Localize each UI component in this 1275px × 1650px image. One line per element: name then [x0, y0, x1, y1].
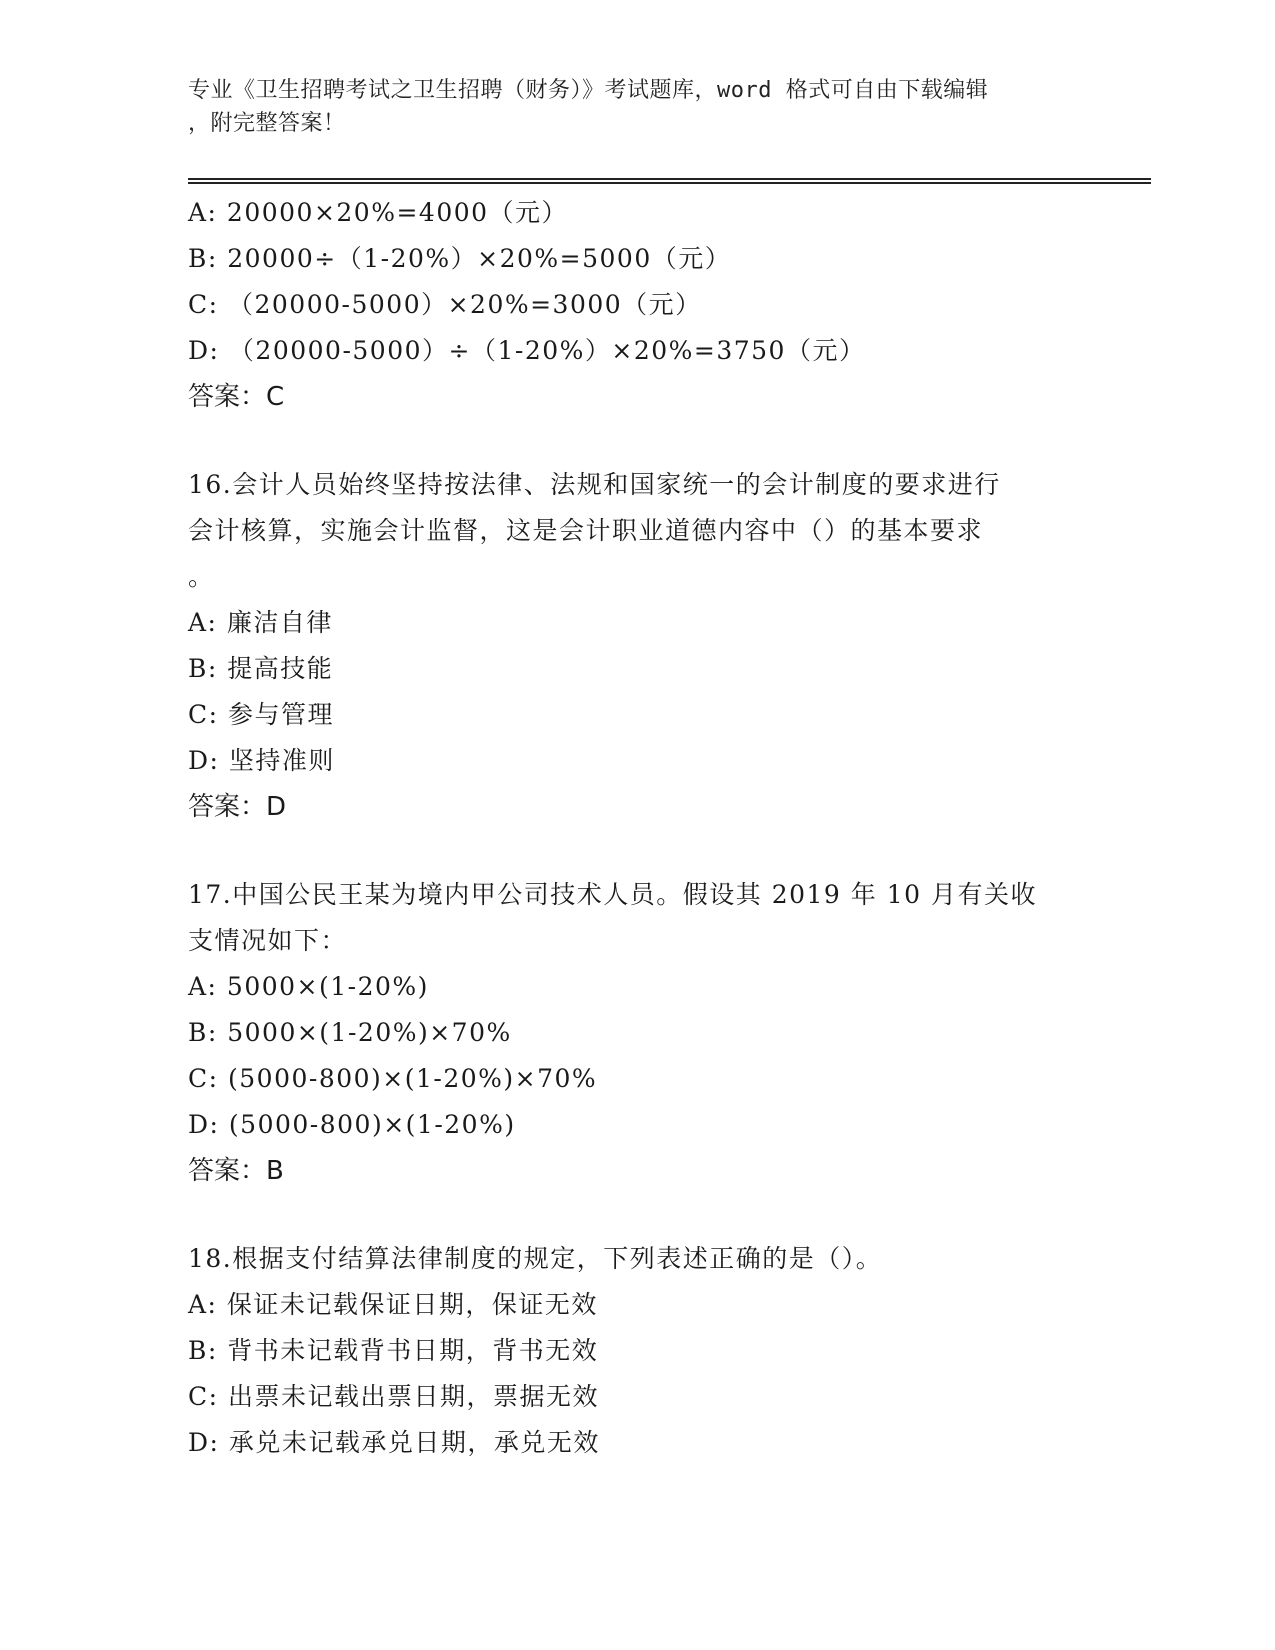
header-divider-top — [188, 178, 1151, 180]
option-d: D: （20000-5000）÷（1-20%）×20%=3750（元） — [188, 336, 866, 365]
document-header — [188, 74, 1088, 140]
spacer — [188, 420, 1088, 462]
answer: 答案：D — [188, 792, 287, 822]
header-line-1: 专业《卫生招聘考试之卫生招聘（财务）》考试题库，word 格式可自由下载编辑 — [188, 78, 989, 103]
option-a: A: 20000×20%=4000（元） — [188, 198, 569, 227]
question-stem-line: 。 — [188, 562, 215, 591]
option-d: D: 承兑未记载承兑日期，承兑无效 — [188, 1428, 600, 1457]
spacer — [188, 1194, 1088, 1236]
question-17 — [188, 872, 1088, 1194]
question-18 — [188, 1236, 1088, 1466]
option-b: B: 20000÷（1-20%）×20%=5000（元） — [188, 244, 732, 273]
question-list — [188, 190, 1088, 1466]
option-c: C: 参与管理 — [188, 700, 334, 729]
question-stem-line: 支情况如下： — [188, 926, 348, 955]
option-c: C: （20000-5000）×20%=3000（元） — [188, 290, 702, 319]
header-divider-bottom — [188, 182, 1151, 184]
option-b: B: 提高技能 — [188, 654, 334, 683]
option-d: D: (5000-800)×(1-20%) — [188, 1110, 516, 1139]
question-stem-line: 17.中国公民王某为境内甲公司技术人员。假设其 2019 年 10 月有关收 — [188, 880, 1037, 909]
option-a: A: 保证未记载保证日期，保证无效 — [188, 1290, 598, 1319]
answer: 答案：B — [188, 1156, 284, 1186]
question-stem-line: 18.根据支付结算法律制度的规定，下列表述正确的是（）。 — [188, 1244, 883, 1273]
option-d: D: 坚持准则 — [188, 746, 335, 775]
option-b: B: 5000×(1-20%)×70% — [188, 1018, 512, 1047]
answer: 答案：C — [188, 382, 285, 412]
header-line-2: ，附完整答案！ — [188, 111, 346, 136]
option-a: A: 5000×(1-20%) — [188, 972, 429, 1001]
question-stem-line: 16.会计人员始终坚持按法律、法规和国家统一的会计制度的要求进行 — [188, 470, 1001, 499]
option-c: C: 出票未记载出票日期，票据无效 — [188, 1382, 599, 1411]
question-16 — [188, 462, 1088, 830]
question-stem-line: 会计核算，实施会计监督，这是会计职业道德内容中（）的基本要求 — [188, 516, 984, 545]
option-b: B: 背书未记载背书日期，背书无效 — [188, 1336, 599, 1365]
option-a: A: 廉洁自律 — [188, 608, 333, 637]
option-c: C: (5000-800)×(1-20%)×70% — [188, 1064, 598, 1093]
question-15 — [188, 190, 1088, 420]
spacer — [188, 830, 1088, 872]
